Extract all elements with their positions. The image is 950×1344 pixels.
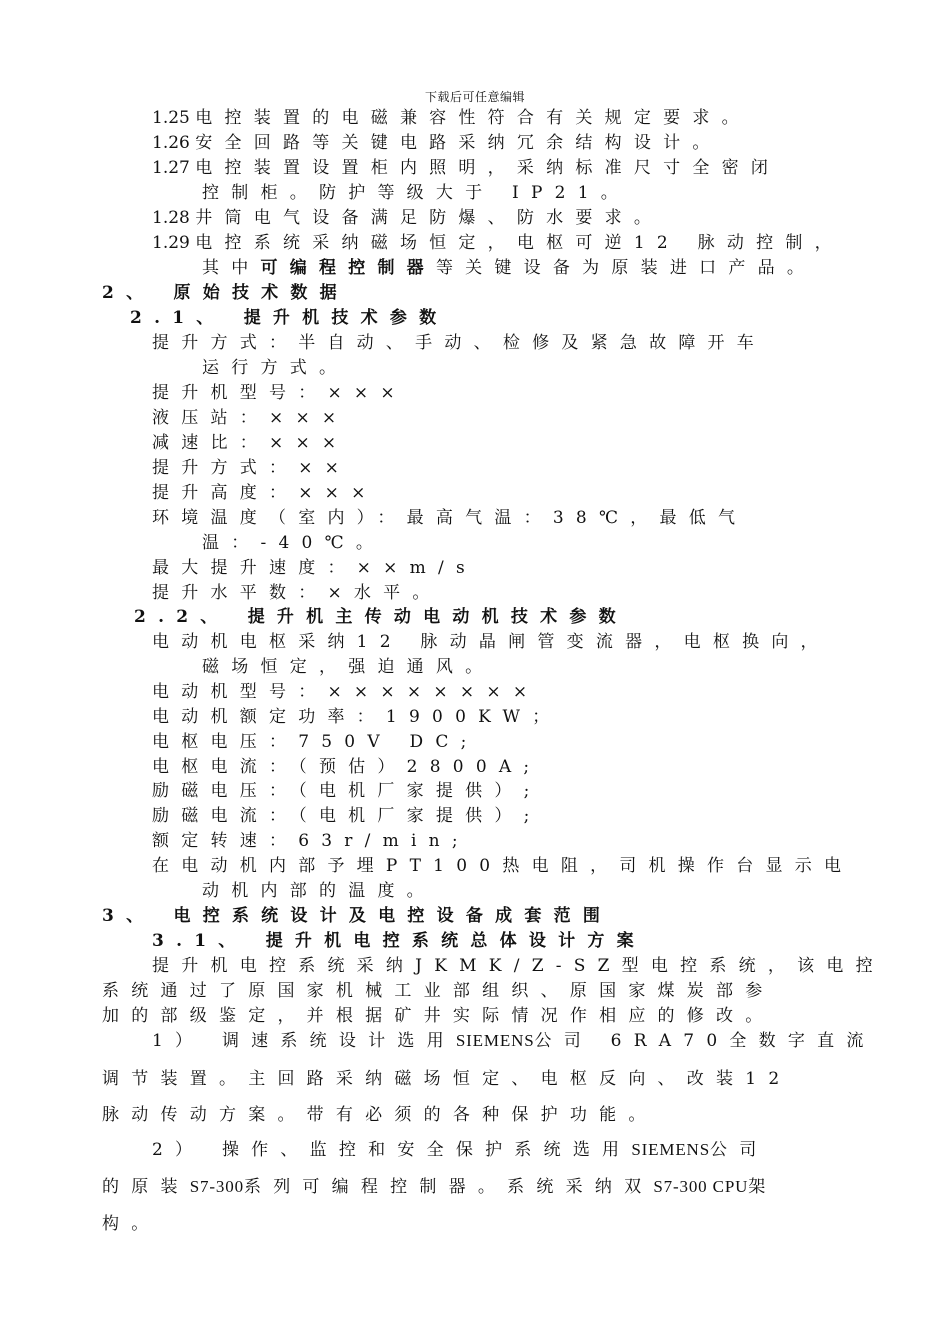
item-1-29 [152,231,844,255]
item-text: 安全回路等关键电路采纳冗余结构设计。 [195,133,722,153]
rated-speed: 额定转速：63r/min; [152,831,470,851]
param-max-speed: 最大提升速度：××m/s [152,558,477,578]
para-3-line-1 [152,1138,768,1162]
motor-desc-cont: 磁场恒定，强迫通风。 [202,657,495,677]
para-3-line-2 [102,1175,778,1199]
item-number: 1.25 [152,108,190,128]
pt100-note: 在电动机内部予埋PT100热电阻，司机操作台显示电 [152,856,854,876]
para-text: 系列可编程控制器。系统采纳双 [243,1177,654,1197]
param-ambient-temp: 环境温度（室内）：最高气温：38℃，最低气 [152,508,748,528]
param-reduction-ratio: 减速比：××× [152,433,349,453]
param-hoist-mode: 提升方式：半自动、手动、检修及紧急故障开车 [152,333,767,353]
param-hoist-height: 提升高度：××× [152,483,378,503]
item-number: 1.26 [152,133,190,153]
item-1-29-cont [202,256,816,280]
page-header: 下载后可任意编辑 [424,90,525,104]
section-3-1-heading: 3.1、 提升机电控系统总体设计方案 [152,931,646,951]
section-3-heading: 3、 电控系统设计及电控设备成套范围 [102,906,613,926]
item-1-26 [152,131,722,155]
param-hoist-model: 提升机型号：××× [152,383,407,403]
excitation-current: 励磁电流：（电机厂家提供）; [152,806,542,826]
item-text: 电控装置设置柜内照明，采纳标准尺寸全密闭 [195,158,781,178]
para-2-line-3: 脉动传动方案。带有必须的各种保护功能。 [102,1105,658,1125]
para-2-line-2: 调节装置。主回路采纳磁场恒定、电枢反向、改装12 [102,1069,792,1089]
section-2-1-heading: 2.1、 提升机技术参数 [130,308,449,328]
item-text: 电控装置的电磁兼容性符合有关规定要求。 [195,108,751,128]
param-hydraulic-station: 液压站：××× [152,408,349,428]
para-text: 的原装 [102,1177,190,1197]
motor-desc: 电动机电枢采纳12 脉动晶闸管变流器，电枢换向， [152,632,830,652]
item-1-27 [152,156,780,180]
para-text: 公司 [710,1140,769,1160]
section-2-2-heading: 2.2、 提升机主传动电动机技术参数 [134,607,628,627]
motor-model: 电动机型号：×××××××× [152,682,540,702]
brand-siemens: SIEMENS [455,1031,535,1050]
pt100-note-cont: 动机内部的温度。 [202,881,436,901]
armature-voltage: 电枢电压：750V DC; [152,732,479,752]
item-text: 电控系统采纳磁场恒定，电枢可逆12 脉动控制， [195,233,844,253]
armature-current: 电枢电流：（预估）2800A; [152,757,542,777]
product-s7-300-cpu: S7-300 CPU [653,1177,749,1196]
item-1-27-cont: 控制柜。防护等级大于 IP21。 [202,183,631,203]
item-1-25 [152,106,751,130]
para-text: 1） 调速系统设计选用 [152,1031,456,1051]
param-hoist-mode-cont: 运行方式。 [202,358,349,378]
motor-rated-power: 电动机额定功率：1900KW； [152,707,562,727]
item-number: 1.27 [152,158,190,178]
item-number: 1.28 [152,208,190,228]
item-number: 1.29 [152,233,190,253]
param-ambient-temp-cont: 温：-40℃。 [202,533,386,553]
para-1-line-3: 加的部级鉴定，并根据矿井实际情况作相应的修改。 [102,1006,775,1026]
para-text: 2） 操作、监控和安全保护系统选用 [152,1140,632,1160]
item-1-28 [152,206,663,230]
excitation-voltage: 励磁电压：（电机厂家提供）; [152,781,542,801]
para-1-line-1: 提升机电控系统采纳JKMK/Z-SZ型电控系统，该电控 [152,956,885,976]
brand-siemens: SIEMENS [631,1140,710,1159]
param-hoist-method: 提升方式：×× [152,458,352,478]
section-2-heading: 2、 原始技术数据 [102,283,349,303]
item-text-part: 其中 [202,258,261,278]
para-3-line-3: 构。 [102,1214,161,1234]
para-2-line-1 [152,1029,876,1053]
plc-emphasis: 可编程控制器 [260,258,436,278]
item-text-part: 等关键设备为原装进口产品。 [435,258,817,278]
para-text: 公司 6RA70全数字直流 [534,1031,876,1051]
para-text: 架 [748,1177,778,1197]
param-levels: 提升水平数：×水平。 [152,583,442,603]
item-text: 井筒电气设备满足防爆、防水要求。 [195,208,664,228]
product-s7-300: S7-300 [189,1177,244,1196]
para-1-line-2: 系统通过了原国家机械工业部组织、原国家煤炭部参 [102,981,775,1001]
